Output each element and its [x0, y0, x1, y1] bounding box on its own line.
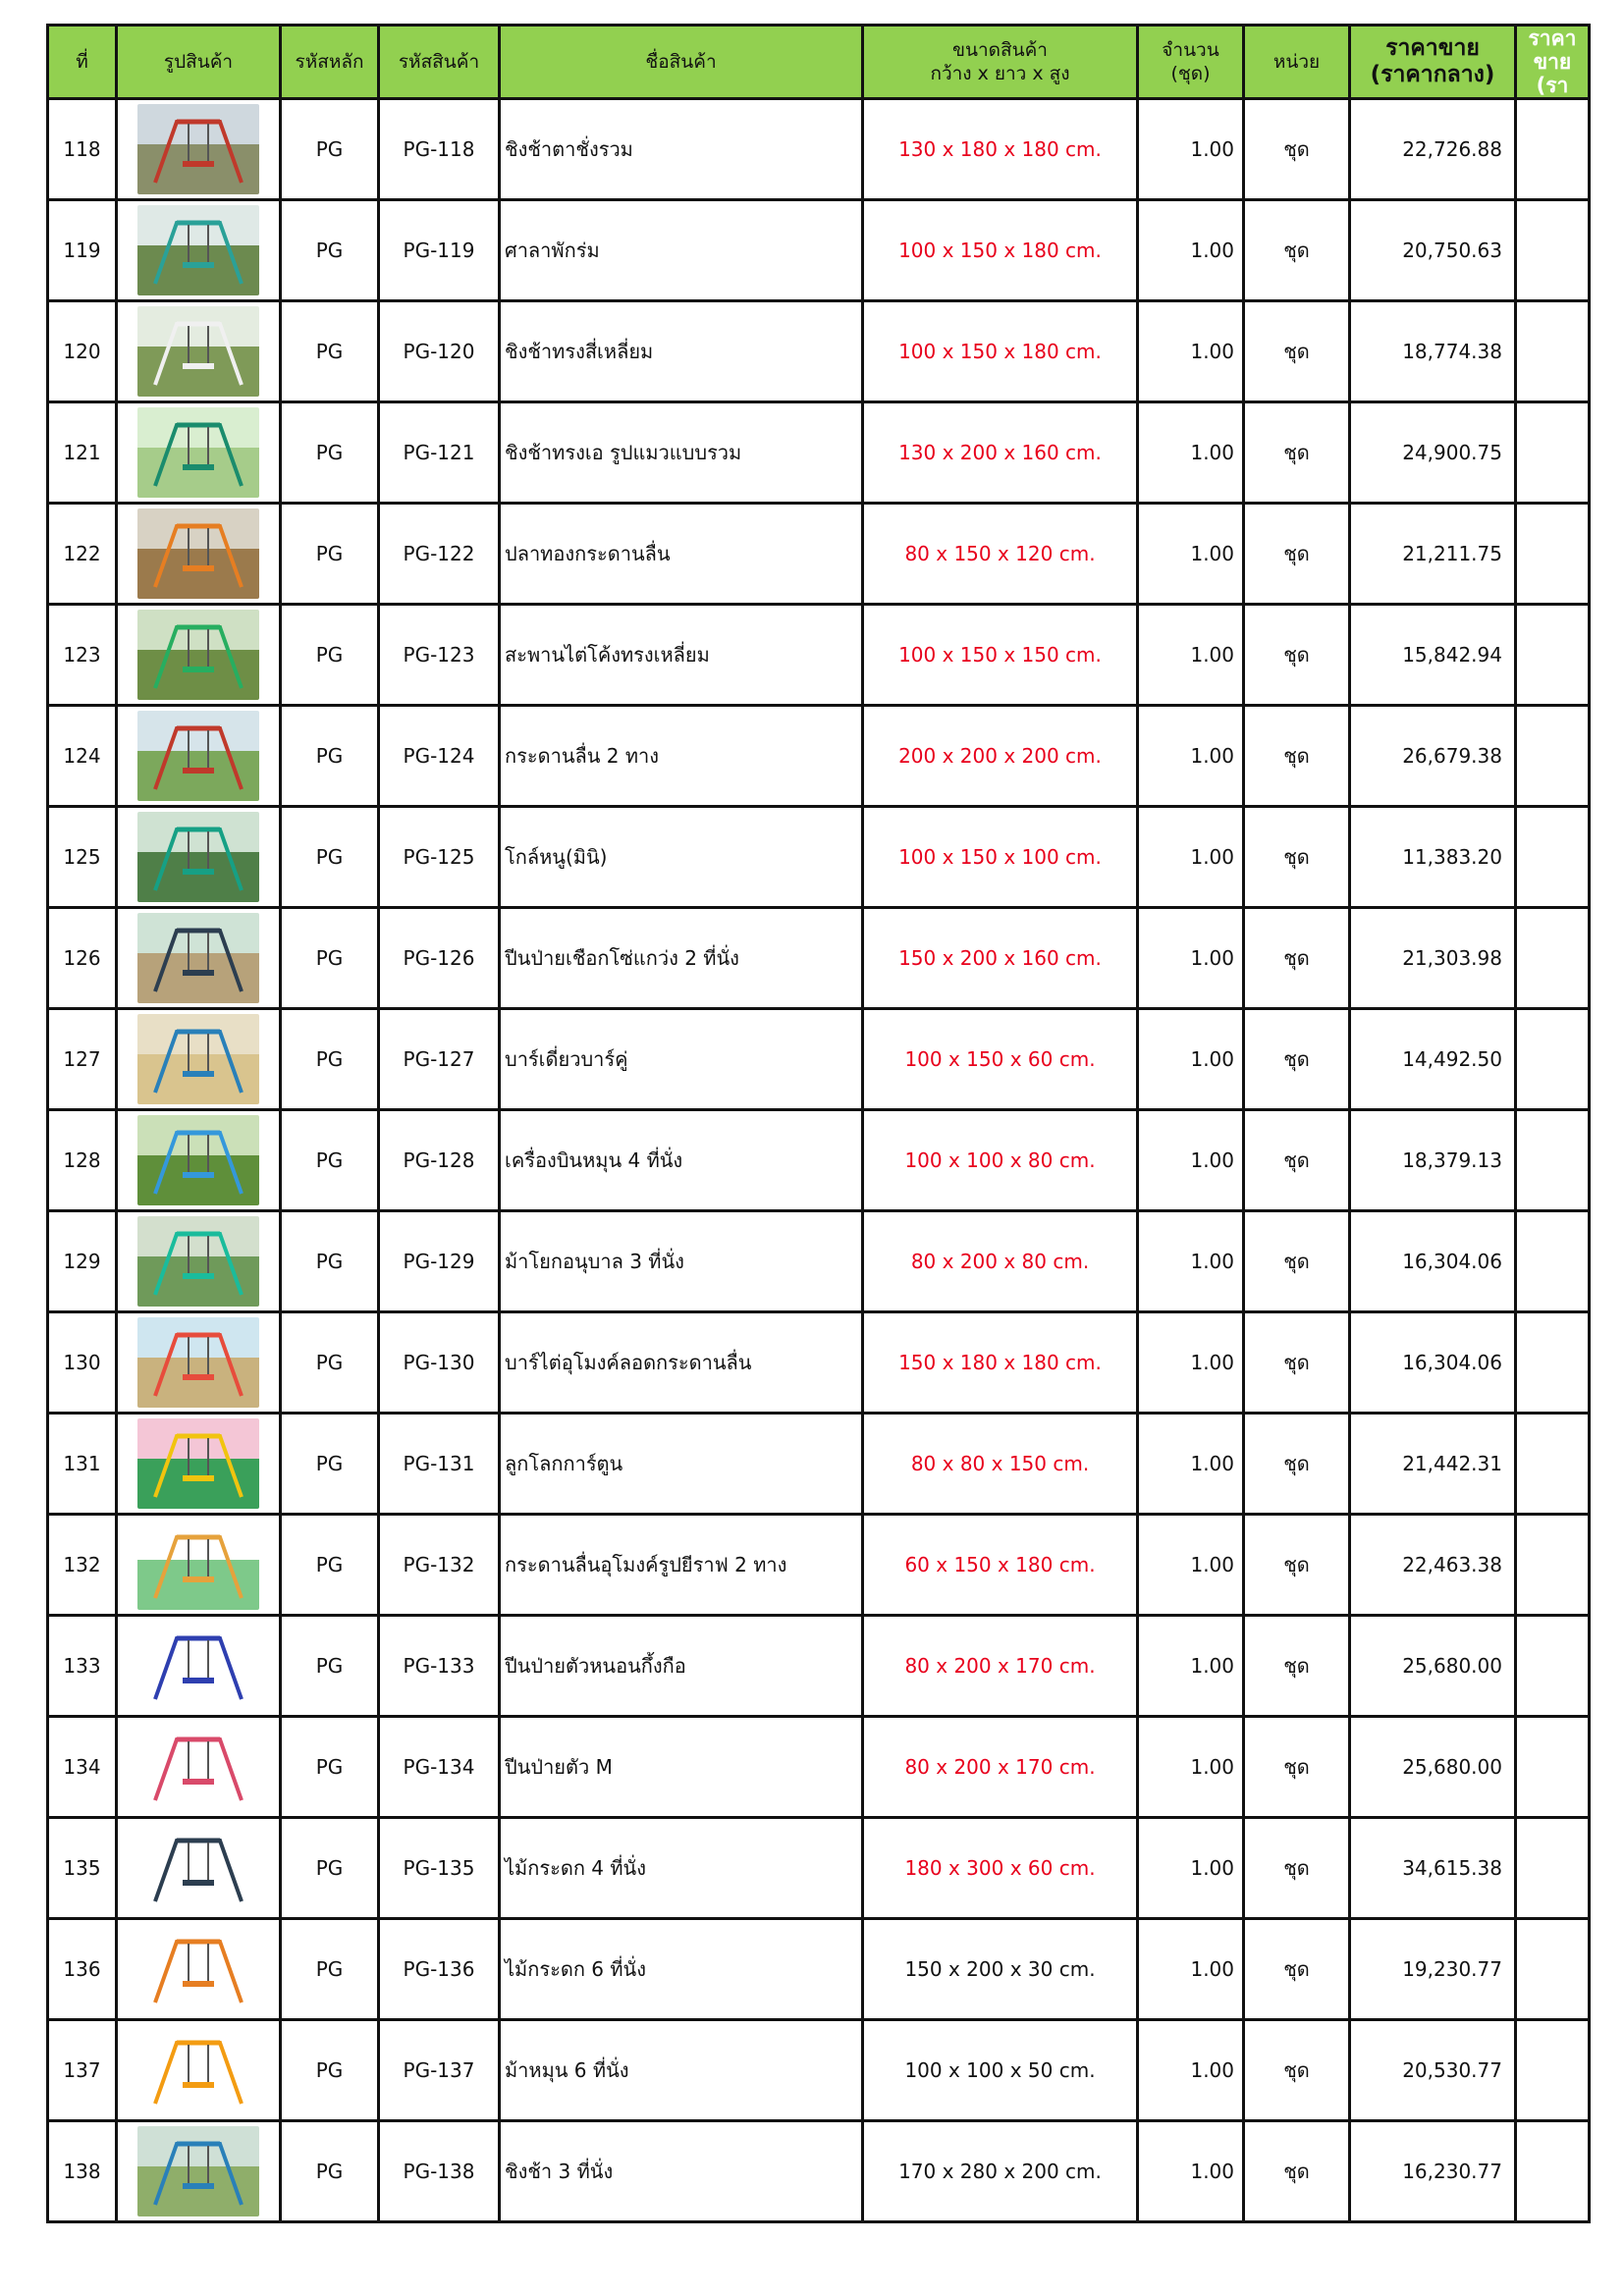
product-name: ไม้กระดก 6 ที่นั่ง [500, 1919, 863, 2020]
product-size: 80 x 80 x 150 cm. [863, 1414, 1138, 1515]
product-image-cell [117, 99, 281, 200]
product-image-cell [117, 605, 281, 706]
extra-price-cell [1516, 1312, 1590, 1414]
table-row [48, 1919, 1590, 2020]
seesaw-icon [137, 1823, 259, 1913]
sale-price: 26,679.38 [1350, 706, 1516, 807]
unit: ชุด [1244, 1211, 1350, 1312]
table-row [48, 1414, 1590, 1515]
product-name: กระดานลื่น 2 ทาง [500, 706, 863, 807]
product-image-cell [117, 504, 281, 605]
product-code: PG-136 [379, 1919, 500, 2020]
table-row [48, 301, 1590, 402]
product-name: ชิงช้าตาชั่งรวม [500, 99, 863, 200]
main-code: PG [281, 1616, 379, 1717]
main-code: PG [281, 1414, 379, 1515]
product-image-cell [117, 2020, 281, 2121]
product-size: 80 x 200 x 170 cm. [863, 1717, 1138, 1818]
extra-price-cell [1516, 1515, 1590, 1616]
sale-price: 15,842.94 [1350, 605, 1516, 706]
unit: ชุด [1244, 301, 1350, 402]
sale-price: 25,680.00 [1350, 1616, 1516, 1717]
product-name: ปลาทองกระดานลื่น [500, 504, 863, 605]
row-number: 124 [48, 706, 117, 807]
header-no: ที่ [48, 26, 117, 99]
main-code: PG [281, 2020, 379, 2121]
table-header-row [48, 26, 1590, 99]
extra-price-cell [1516, 402, 1590, 504]
header-size: ขนาดสินค้า กว้าง x ยาว x สูง [863, 26, 1138, 99]
sale-price: 18,379.13 [1350, 1110, 1516, 1211]
price-table [46, 24, 1591, 2223]
quantity: 1.00 [1138, 1818, 1244, 1919]
extra-price-cell [1516, 504, 1590, 605]
quantity: 1.00 [1138, 402, 1244, 504]
unit: ชุด [1244, 1515, 1350, 1616]
product-size: 100 x 100 x 80 cm. [863, 1110, 1138, 1211]
sale-price: 21,303.98 [1350, 908, 1516, 1009]
main-code: PG [281, 605, 379, 706]
unit: ชุด [1244, 706, 1350, 807]
unit: ชุด [1244, 1818, 1350, 1919]
product-image-cell [117, 1312, 281, 1414]
header-extra-price: ราคา ขาย (รา [1516, 26, 1590, 99]
unit: ชุด [1244, 1009, 1350, 1110]
product-code: PG-129 [379, 1211, 500, 1312]
main-code: PG [281, 99, 379, 200]
extra-price-cell [1516, 1717, 1590, 1818]
product-size: 180 x 300 x 60 cm. [863, 1818, 1138, 1919]
product-name: ชิงช้า 3 ที่นั่ง [500, 2121, 863, 2222]
quantity: 1.00 [1138, 1515, 1244, 1616]
product-image-cell [117, 1414, 281, 1515]
extra-price-cell [1516, 200, 1590, 301]
product-name: บาร์เดี่ยวบาร์คู่ [500, 1009, 863, 1110]
product-size: 100 x 150 x 100 cm. [863, 807, 1138, 908]
product-code: PG-131 [379, 1414, 500, 1515]
product-code: PG-125 [379, 807, 500, 908]
unit: ชุด [1244, 908, 1350, 1009]
unit: ชุด [1244, 402, 1350, 504]
unit: ชุด [1244, 1110, 1350, 1211]
row-number: 123 [48, 605, 117, 706]
row-number: 121 [48, 402, 117, 504]
table-row [48, 99, 1590, 200]
row-number: 126 [48, 908, 117, 1009]
product-size: 150 x 200 x 160 cm. [863, 908, 1138, 1009]
photo-rocker [137, 1216, 259, 1307]
quantity: 1.00 [1138, 2020, 1244, 2121]
quantity: 1.00 [1138, 99, 1244, 200]
sale-price: 16,230.77 [1350, 2121, 1516, 2222]
row-number: 129 [48, 1211, 117, 1312]
table-row [48, 1818, 1590, 1919]
quantity: 1.00 [1138, 807, 1244, 908]
product-size: 200 x 200 x 200 cm. [863, 706, 1138, 807]
photo-spinner [137, 1115, 259, 1205]
photo-swing [137, 407, 259, 498]
merry-go-round-icon [137, 2025, 259, 2115]
extra-price-cell [1516, 2020, 1590, 2121]
photo-pavilion [137, 205, 259, 295]
product-size: 80 x 200 x 170 cm. [863, 1616, 1138, 1717]
quantity: 1.00 [1138, 706, 1244, 807]
extra-price-cell [1516, 605, 1590, 706]
product-size: 150 x 180 x 180 cm. [863, 1312, 1138, 1414]
product-name: สะพานไต่โค้งทรงเหลี่ยม [500, 605, 863, 706]
sale-price: 34,615.38 [1350, 1818, 1516, 1919]
product-code: PG-121 [379, 402, 500, 504]
product-image-cell [117, 1919, 281, 2020]
product-image-cell [117, 1515, 281, 1616]
row-number: 133 [48, 1616, 117, 1717]
product-size: 150 x 200 x 30 cm. [863, 1919, 1138, 2020]
product-name: ปีนป่ายตัว M [500, 1717, 863, 1818]
header-image: รูปสินค้า [117, 26, 281, 99]
sale-price: 20,750.63 [1350, 200, 1516, 301]
main-code: PG [281, 1312, 379, 1414]
quantity: 1.00 [1138, 1312, 1244, 1414]
product-size: 60 x 150 x 180 cm. [863, 1515, 1138, 1616]
product-name: ชิงช้าทรงเอ รูปแมวแบบรวม [500, 402, 863, 504]
unit: ชุด [1244, 1717, 1350, 1818]
product-size: 100 x 100 x 50 cm. [863, 2020, 1138, 2121]
extra-price-cell [1516, 1414, 1590, 1515]
photo-goal [137, 812, 259, 902]
header-qty: จำนวน (ชุด) [1138, 26, 1244, 99]
quantity: 1.00 [1138, 1616, 1244, 1717]
main-code: PG [281, 2121, 379, 2222]
product-image-cell [117, 1009, 281, 1110]
extra-price-cell [1516, 1009, 1590, 1110]
sale-price: 22,463.38 [1350, 1515, 1516, 1616]
sale-price: 16,304.06 [1350, 1312, 1516, 1414]
sale-price: 11,383.20 [1350, 807, 1516, 908]
unit: ชุด [1244, 504, 1350, 605]
product-image-cell [117, 402, 281, 504]
quantity: 1.00 [1138, 2121, 1244, 2222]
quantity: 1.00 [1138, 1919, 1244, 2020]
unit: ชุด [1244, 2020, 1350, 2121]
unit: ชุด [1244, 1414, 1350, 1515]
table-row [48, 200, 1590, 301]
quantity: 1.00 [1138, 1211, 1244, 1312]
product-image-cell [117, 908, 281, 1009]
product-size: 80 x 150 x 120 cm. [863, 504, 1138, 605]
product-code: PG-134 [379, 1717, 500, 1818]
product-name: ชิงช้าทรงสี่เหลี่ยม [500, 301, 863, 402]
product-code: PG-126 [379, 908, 500, 1009]
unit: ชุด [1244, 1919, 1350, 2020]
product-size: 100 x 150 x 180 cm. [863, 301, 1138, 402]
product-name: ศาลาพักร่ม [500, 200, 863, 301]
product-name: ไม้กระดก 4 ที่นั่ง [500, 1818, 863, 1919]
product-code: PG-124 [379, 706, 500, 807]
unit: ชุด [1244, 99, 1350, 200]
product-size: 80 x 200 x 80 cm. [863, 1211, 1138, 1312]
photo-playground [137, 104, 259, 194]
unit: ชุด [1244, 605, 1350, 706]
product-image-cell [117, 1110, 281, 1211]
table-row [48, 402, 1590, 504]
extra-price-cell [1516, 908, 1590, 1009]
product-size: 100 x 150 x 180 cm. [863, 200, 1138, 301]
product-name: ปีนป่ายตัวหนอนกึ้งกือ [500, 1616, 863, 1717]
product-code: PG-133 [379, 1616, 500, 1717]
row-number: 137 [48, 2020, 117, 2121]
table-row [48, 1009, 1590, 1110]
sale-price: 20,530.77 [1350, 2020, 1516, 2121]
row-number: 122 [48, 504, 117, 605]
table-row [48, 1110, 1590, 1211]
row-number: 132 [48, 1515, 117, 1616]
product-size: 100 x 150 x 150 cm. [863, 605, 1138, 706]
row-number: 136 [48, 1919, 117, 2020]
table-body [48, 99, 1590, 2222]
quantity: 1.00 [1138, 605, 1244, 706]
table-row [48, 1515, 1590, 1616]
quantity: 1.00 [1138, 1717, 1244, 1818]
product-size: 130 x 180 x 180 cm. [863, 99, 1138, 200]
sale-price: 16,304.06 [1350, 1211, 1516, 1312]
main-code: PG [281, 1211, 379, 1312]
main-code: PG [281, 1919, 379, 2020]
table-row [48, 908, 1590, 1009]
globe-climber-icon [137, 1418, 259, 1509]
row-number: 127 [48, 1009, 117, 1110]
photo-slide [137, 508, 259, 599]
main-code: PG [281, 908, 379, 1009]
row-number: 130 [48, 1312, 117, 1414]
giraffe-slide-icon [137, 1520, 259, 1610]
main-code: PG [281, 706, 379, 807]
seesaw-icon [137, 1924, 259, 2014]
product-code: PG-118 [379, 99, 500, 200]
product-code: PG-128 [379, 1110, 500, 1211]
sale-price: 19,230.77 [1350, 1919, 1516, 2020]
product-image-cell [117, 1616, 281, 1717]
quantity: 1.00 [1138, 504, 1244, 605]
product-image-cell [117, 706, 281, 807]
unit: ชุด [1244, 1312, 1350, 1414]
quantity: 1.00 [1138, 200, 1244, 301]
extra-price-cell [1516, 1110, 1590, 1211]
product-code: PG-138 [379, 2121, 500, 2222]
photo-bridge [137, 610, 259, 700]
table-row [48, 1616, 1590, 1717]
product-name: ปีนป่ายเชือกโซ่แกว่ง 2 ที่นั่ง [500, 908, 863, 1009]
extra-price-cell [1516, 1818, 1590, 1919]
row-number: 120 [48, 301, 117, 402]
main-code: PG [281, 1717, 379, 1818]
row-number: 134 [48, 1717, 117, 1818]
quantity: 1.00 [1138, 1110, 1244, 1211]
sale-price: 14,492.50 [1350, 1009, 1516, 1110]
product-size: 130 x 200 x 160 cm. [863, 402, 1138, 504]
extra-price-cell [1516, 807, 1590, 908]
extra-price-cell [1516, 2121, 1590, 2222]
product-image-cell [117, 2121, 281, 2222]
quantity: 1.00 [1138, 908, 1244, 1009]
table-row [48, 1717, 1590, 1818]
main-code: PG [281, 1818, 379, 1919]
table-row [48, 2020, 1590, 2121]
photo-climber [137, 913, 259, 1003]
sale-price: 24,900.75 [1350, 402, 1516, 504]
product-image-cell [117, 1211, 281, 1312]
product-code: PG-123 [379, 605, 500, 706]
sale-price: 21,442.31 [1350, 1414, 1516, 1515]
product-code: PG-132 [379, 1515, 500, 1616]
header-product-code: รหัสสินค้า [379, 26, 500, 99]
row-number: 128 [48, 1110, 117, 1211]
product-name: บาร์ไต่อุโมงค์ลอดกระดานลื่น [500, 1312, 863, 1414]
row-number: 131 [48, 1414, 117, 1515]
extra-price-cell [1516, 1616, 1590, 1717]
main-code: PG [281, 807, 379, 908]
extra-price-cell [1516, 301, 1590, 402]
sale-price: 25,680.00 [1350, 1717, 1516, 1818]
product-image-cell [117, 200, 281, 301]
sale-price: 22,726.88 [1350, 99, 1516, 200]
table-row [48, 504, 1590, 605]
product-image-cell [117, 1717, 281, 1818]
main-code: PG [281, 1110, 379, 1211]
header-main-code: รหัสหลัก [281, 26, 379, 99]
table-row [48, 807, 1590, 908]
main-code: PG [281, 1515, 379, 1616]
extra-price-cell [1516, 1211, 1590, 1312]
product-name: โกล์หนู(มินิ) [500, 807, 863, 908]
row-number: 135 [48, 1818, 117, 1919]
header-price: ราคาขาย (ราคากลาง) [1350, 26, 1516, 99]
product-image-cell [117, 1818, 281, 1919]
product-code: PG-122 [379, 504, 500, 605]
extra-price-cell [1516, 99, 1590, 200]
product-name: ม้าโยกอนุบาล 3 ที่นั่ง [500, 1211, 863, 1312]
table-row [48, 605, 1590, 706]
main-code: PG [281, 1009, 379, 1110]
unit: ชุด [1244, 2121, 1350, 2222]
product-size: 170 x 280 x 200 cm. [863, 2121, 1138, 2222]
product-name: ม้าหมุน 6 ที่นั่ง [500, 2020, 863, 2121]
product-name: เครื่องบินหมุน 4 ที่นั่ง [500, 1110, 863, 1211]
product-code: PG-135 [379, 1818, 500, 1919]
header-product-name: ชื่อสินค้า [500, 26, 863, 99]
main-code: PG [281, 402, 379, 504]
row-number: 118 [48, 99, 117, 200]
photo-slide [137, 711, 259, 801]
photo-bar [137, 1014, 259, 1104]
quantity: 1.00 [1138, 1009, 1244, 1110]
sale-price: 18,774.38 [1350, 301, 1516, 402]
product-code: PG-127 [379, 1009, 500, 1110]
product-size: 100 x 150 x 60 cm. [863, 1009, 1138, 1110]
main-code: PG [281, 301, 379, 402]
unit: ชุด [1244, 200, 1350, 301]
sale-price: 21,211.75 [1350, 504, 1516, 605]
main-code: PG [281, 200, 379, 301]
product-name: กระดานลื่นอุโมงค์รูปยีราฟ 2 ทาง [500, 1515, 863, 1616]
table-row [48, 1211, 1590, 1312]
main-code: PG [281, 504, 379, 605]
header-unit: หน่วย [1244, 26, 1350, 99]
product-image-cell [117, 807, 281, 908]
arch-climber-icon [137, 1621, 259, 1711]
product-code: PG-130 [379, 1312, 500, 1414]
table-row [48, 706, 1590, 807]
product-code: PG-120 [379, 301, 500, 402]
photo-swing [137, 2126, 259, 2216]
photo-swing [137, 306, 259, 397]
quantity: 1.00 [1138, 1414, 1244, 1515]
row-number: 125 [48, 807, 117, 908]
extra-price-cell [1516, 706, 1590, 807]
row-number: 138 [48, 2121, 117, 2222]
quantity: 1.00 [1138, 301, 1244, 402]
extra-price-cell [1516, 1919, 1590, 2020]
product-image-cell [117, 301, 281, 402]
row-number: 119 [48, 200, 117, 301]
table-row [48, 2121, 1590, 2222]
product-name: ลูกโลกการ์ตูน [500, 1414, 863, 1515]
photo-tunnel [137, 1317, 259, 1408]
product-code: PG-137 [379, 2020, 500, 2121]
m-climber-icon [137, 1722, 259, 1812]
unit: ชุด [1244, 1616, 1350, 1717]
product-code: PG-119 [379, 200, 500, 301]
unit: ชุด [1244, 807, 1350, 908]
table-row [48, 1312, 1590, 1414]
